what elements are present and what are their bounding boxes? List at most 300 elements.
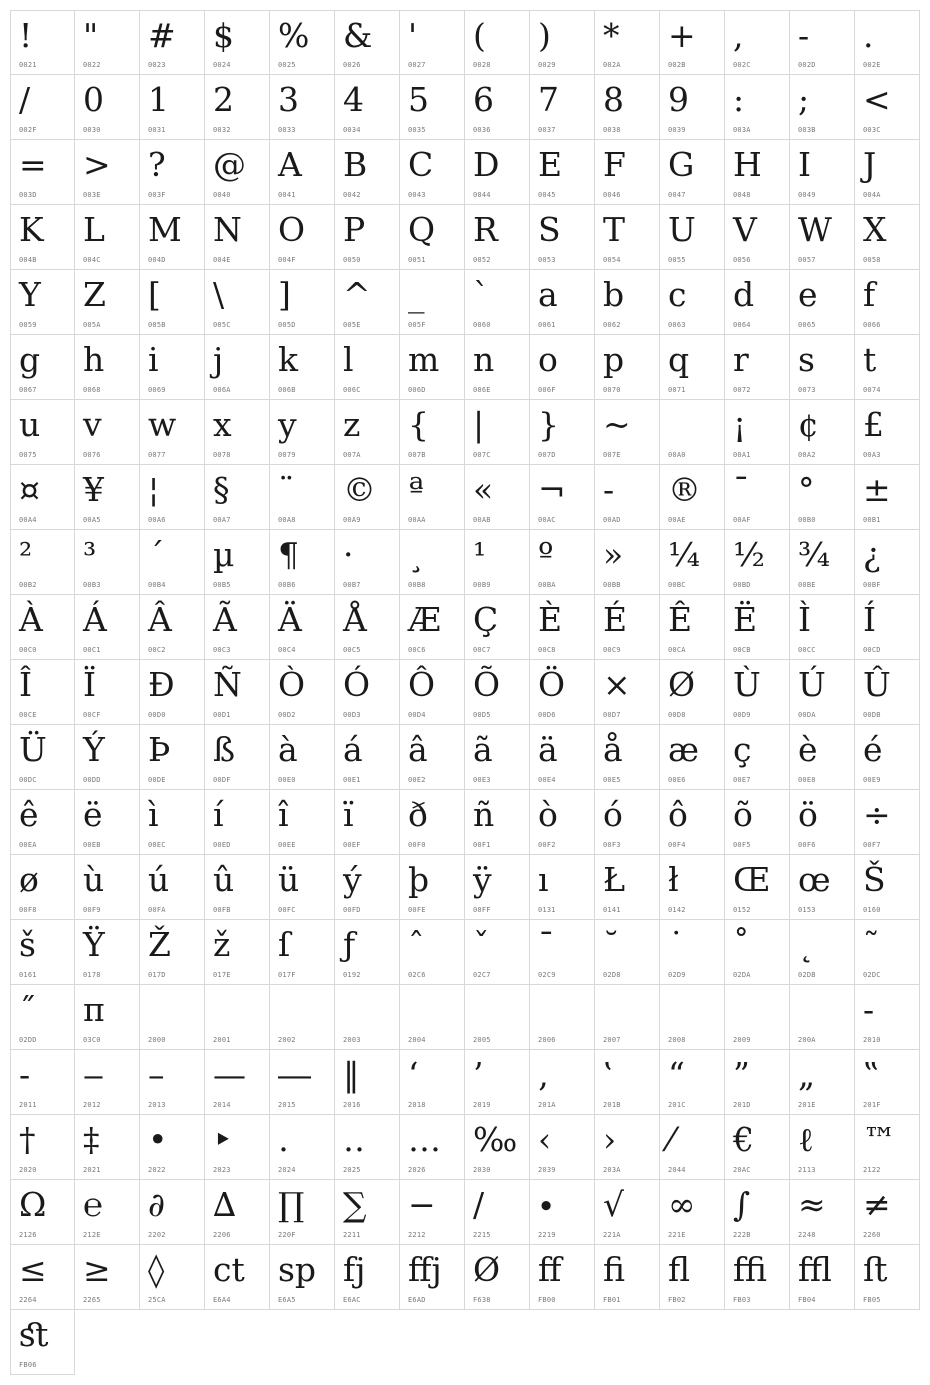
glyph-cell [10,790,75,855]
glyph-char: ƒ [343,925,356,964]
glyph-char: ‘ [408,1055,419,1094]
glyph-char: ‒ [83,1055,104,1094]
glyph-cell [855,920,920,985]
glyph-codepoint: 0068 [83,386,101,394]
glyph-char: = [19,145,47,184]
glyph-codepoint: 2015 [278,1101,296,1109]
glyph-codepoint: 00A4 [19,516,37,524]
glyph-cell [595,920,660,985]
glyph-cell [660,985,725,1050]
glyph-cell [660,920,725,985]
glyph-cell [725,855,790,920]
glyph-cell [725,205,790,270]
glyph-codepoint: FB04 [798,1296,816,1304]
glyph-char: ∂ [148,1185,166,1224]
glyph-cell [660,660,725,725]
glyph-codepoint: 002A [603,61,621,69]
glyph-char: 5 [408,80,429,119]
glyph-cell [530,725,595,790]
glyph-char: 9 [668,80,689,119]
glyph-char: ∞ [668,1185,696,1224]
glyph-cell [205,465,270,530]
glyph-cell [725,1115,790,1180]
glyph-cell [270,335,335,400]
glyph-char: 2 [213,80,234,119]
glyph-cell [530,595,595,660]
glyph-codepoint: 00EA [19,841,37,849]
glyph-cell [530,465,595,530]
glyph-codepoint: 00E8 [798,776,816,784]
glyph-char: ı [538,860,549,899]
glyph-char: ç [733,730,752,769]
glyph-char: « [473,470,494,509]
glyph-codepoint: 0061 [538,321,556,329]
glyph-cell [465,855,530,920]
glyph-char: þ [408,860,430,899]
glyph-char: í [213,795,224,834]
glyph-char: 7 [538,80,559,119]
glyph-codepoint: 2002 [278,1036,296,1044]
glyph-codepoint: 2005 [473,1036,491,1044]
glyph-codepoint: 0048 [733,191,751,199]
glyph-codepoint: 00B7 [343,581,361,589]
glyph-char: W [798,210,832,249]
glyph-cell [855,1050,920,1115]
glyph-char: " [83,16,99,55]
glyph-char: ∫ [733,1185,751,1224]
glyph-cell [465,790,530,855]
glyph-cell [335,270,400,335]
glyph-codepoint: 0192 [343,971,361,979]
glyph-cell [10,1115,75,1180]
glyph-cell [270,790,335,855]
glyph-codepoint: 0026 [343,61,361,69]
glyph-codepoint: 00AF [733,516,751,524]
glyph-cell [270,400,335,465]
glyph-char: ˇ [473,925,490,964]
glyph-char: ≈ [798,1185,826,1224]
glyph-char: ‹ [538,1120,552,1159]
glyph-codepoint: 2039 [538,1166,556,1174]
glyph-char: Ï [83,665,97,704]
glyph-char: ∏ [278,1185,305,1224]
glyph-cell [140,595,205,660]
glyph-codepoint: 2025 [343,1166,361,1174]
glyph-cell [790,790,855,855]
glyph-cell [75,725,140,790]
glyph-cell [725,1245,790,1310]
glyph-codepoint: 2000 [148,1036,166,1044]
glyph-cell [400,660,465,725]
glyph-char: ' [408,16,418,55]
glyph-cell [270,920,335,985]
glyph-cell [725,920,790,985]
glyph-codepoint: 00FC [278,906,296,914]
glyph-cell [140,1245,205,1310]
glyph-char: ł [668,860,679,899]
glyph-char: A [278,145,302,184]
glyph-char: ^ [343,275,371,314]
glyph-codepoint: 006F [538,386,556,394]
glyph-cell [660,465,725,530]
glyph-codepoint: 2026 [408,1166,426,1174]
glyph-char: Y [19,275,41,314]
glyph-char: ˚ [733,925,750,964]
glyph-codepoint: 2008 [668,1036,686,1044]
glyph-cell [335,660,400,725]
glyph-codepoint: 02DD [19,1036,37,1044]
glyph-codepoint: E6A4 [213,1296,231,1304]
glyph-char: ‣ [213,1120,233,1159]
glyph-char: i [148,340,159,379]
glyph-cell [530,985,595,1050]
glyph-codepoint: 2211 [343,1231,361,1239]
glyph-cell [10,465,75,530]
glyph-char: , [733,16,744,55]
glyph-cell [10,335,75,400]
glyph-codepoint: 00E4 [538,776,556,784]
glyph-cell [790,595,855,660]
glyph-codepoint: 005D [278,321,296,329]
glyph-codepoint: 00D4 [408,711,426,719]
glyph-cell [75,1050,140,1115]
glyph-char: — [213,1055,246,1094]
glyph-char: N [213,210,242,249]
glyph-char: ¤ [19,470,40,509]
glyph-cell [10,1310,75,1375]
glyph-cell [660,75,725,140]
glyph-char: ∆ [213,1185,237,1224]
glyph-cell [465,725,530,790]
glyph-cell [400,140,465,205]
glyph-codepoint: 0056 [733,256,751,264]
glyph-cell [400,400,465,465]
glyph-codepoint: 0035 [408,126,426,134]
glyph-codepoint: 00CC [798,646,816,654]
glyph-cell [855,1245,920,1310]
glyph-char: h [83,340,105,379]
glyph-codepoint: 02D8 [603,971,621,979]
glyph-char: „ [798,1055,816,1094]
glyph-codepoint: 00D0 [148,711,166,719]
glyph-char: ô [668,795,688,834]
glyph-codepoint: 00AE [668,516,686,524]
glyph-codepoint: 2022 [148,1166,166,1174]
glyph-cell [140,400,205,465]
glyph-char: ‰ [473,1120,518,1159]
glyph-cell [855,790,920,855]
glyph-codepoint: 004D [148,256,166,264]
glyph-char: à [278,730,298,769]
glyph-char: ~ [603,405,631,444]
glyph-cell [465,10,530,75]
glyph-char: Ò [278,665,306,704]
glyph-char: 3 [278,80,299,119]
glyph-cell [465,1050,530,1115]
glyph-codepoint: 203A [603,1166,621,1174]
glyph-codepoint: 0076 [83,451,101,459]
glyph-cell [400,1245,465,1310]
glyph-codepoint: 221A [603,1231,621,1239]
glyph-codepoint: 00AA [408,516,426,524]
glyph-char: m [408,340,440,379]
glyph-cell [270,270,335,335]
glyph-codepoint: 2265 [83,1296,101,1304]
glyph-char: { [408,405,429,444]
glyph-char: é [863,730,883,769]
glyph-cell [465,985,530,1050]
glyph-char: Å [343,600,367,639]
glyph-char: Z [83,275,106,314]
glyph-cell [725,1180,790,1245]
glyph-char: ‐ [863,990,875,1029]
glyph-cell [725,790,790,855]
glyph-char: ∕ [473,1185,485,1224]
glyph-char: ˉ [538,925,555,964]
glyph-cell [855,335,920,400]
glyph-codepoint: 00DF [213,776,231,784]
glyph-cell [595,855,660,920]
glyph-char: ≤ [19,1250,47,1289]
glyph-codepoint: 2023 [213,1166,231,1174]
glyph-char: ê [19,795,39,834]
glyph-char: R [473,210,498,249]
glyph-cell [530,75,595,140]
glyph-cell [270,1050,335,1115]
glyph-cell [205,595,270,660]
glyph-cell [335,790,400,855]
glyph-cell [270,1115,335,1180]
glyph-cell [335,465,400,530]
glyph-cell [205,205,270,270]
glyph-cell [140,1115,205,1180]
glyph-cell [335,1050,400,1115]
glyph-codepoint: 2009 [733,1036,751,1044]
glyph-cell [140,985,205,1050]
glyph-char: > [83,145,111,184]
glyph-char: æ [668,730,700,769]
glyph-cell [790,530,855,595]
glyph-char: ³ [83,535,97,574]
glyph-cell [270,985,335,1050]
glyph-char: Æ [408,600,442,639]
glyph-codepoint: 2013 [148,1101,166,1109]
glyph-char: ã [473,730,493,769]
glyph-cell [855,400,920,465]
glyph-cell [335,985,400,1050]
glyph-cell [10,270,75,335]
glyph-char: É [603,600,628,639]
glyph-codepoint: 201B [603,1101,621,1109]
glyph-char: ˜ [863,925,880,964]
glyph-char: £ [863,405,884,444]
glyph-char: ․ [278,1120,290,1159]
glyph-codepoint: 00F4 [668,841,686,849]
glyph-codepoint: 00C2 [148,646,166,654]
glyph-codepoint: 00F7 [863,841,881,849]
glyph-codepoint: 2006 [538,1036,556,1044]
glyph-char: sp [278,1250,317,1289]
glyph-cell [660,725,725,790]
glyph-cell [790,920,855,985]
glyph-char: J [863,145,877,184]
glyph-codepoint: 00D2 [278,711,296,719]
glyph-cell [790,270,855,335]
glyph-char: Ê [668,600,693,639]
glyph-char: ½ [733,535,765,574]
glyph-codepoint: 0050 [343,256,361,264]
glyph-codepoint: 0073 [798,386,816,394]
glyph-codepoint: E6AD [408,1296,426,1304]
glyph-cell [660,1245,725,1310]
glyph-cell [205,270,270,335]
glyph-codepoint: 0029 [538,61,556,69]
glyph-char: á [343,730,363,769]
glyph-codepoint: 2003 [343,1036,361,1044]
glyph-codepoint: 0044 [473,191,491,199]
glyph-cell [335,1180,400,1245]
glyph-cell [595,75,660,140]
glyph-char: Š [863,860,886,899]
glyph-char: · [343,535,354,574]
glyph-cell [595,660,660,725]
glyph-char: k [278,340,298,379]
glyph-cell [530,270,595,335]
glyph-codepoint: 0045 [538,191,556,199]
glyph-codepoint: 201D [733,1101,751,1109]
glyph-codepoint: 004E [213,256,231,264]
glyph-char: 4 [343,80,364,119]
glyph-codepoint: 00BE [798,581,816,589]
glyph-codepoint: 003E [83,191,101,199]
glyph-cell [660,1050,725,1115]
glyph-cell [205,335,270,400]
glyph-cell [10,855,75,920]
glyph-cell [400,790,465,855]
glyph-char: ™ [863,1120,896,1159]
glyph-codepoint: 2122 [863,1166,881,1174]
glyph-codepoint: 00CB [733,646,751,654]
glyph-char: ¥ [83,470,104,509]
glyph-cell [10,140,75,205]
glyph-char: | [473,405,485,444]
glyph-char: x [213,405,232,444]
glyph-cell [270,660,335,725]
glyph-char: b [603,275,625,314]
glyph-cell [660,400,725,465]
glyph-codepoint: 0040 [213,191,231,199]
glyph-cell [465,595,530,660]
glyph-char: Î [19,665,33,704]
glyph-cell [530,790,595,855]
glyph-codepoint: 004C [83,256,101,264]
glyph-cell [400,1115,465,1180]
glyph-char: ¦ [148,470,160,509]
glyph-cell [140,530,205,595]
glyph-codepoint: 0071 [668,386,686,394]
glyph-cell [855,595,920,660]
glyph-char: ï [343,795,354,834]
glyph-cell [10,75,75,140]
glyph-cell [10,205,75,270]
glyph-char: # [148,16,176,55]
glyph-cell [725,660,790,725]
glyph-char: ¬ [538,470,566,509]
glyph-char: l [343,340,354,379]
glyph-char: ð [408,795,428,834]
glyph-codepoint: 00C5 [343,646,361,654]
glyph-codepoint: 00C4 [278,646,296,654]
glyph-cell [530,855,595,920]
glyph-char: Ω [19,1185,47,1224]
glyph-codepoint: 00E7 [733,776,751,784]
glyph-codepoint: 02C9 [538,971,556,979]
glyph-char: H [733,145,762,184]
glyph-codepoint: 200A [798,1036,816,1044]
glyph-char: z [343,405,361,444]
glyph-char: ) [538,16,551,55]
glyph-char: µ [213,535,235,574]
glyph-cell [400,1050,465,1115]
glyph-char: 8 [603,80,624,119]
glyph-cell [725,1050,790,1115]
glyph-codepoint: 0067 [19,386,37,394]
glyph-codepoint: 220F [278,1231,296,1239]
glyph-codepoint: 00B3 [83,581,101,589]
glyph-char: Ÿ [83,925,105,964]
glyph-codepoint: 0062 [603,321,621,329]
glyph-char: u [19,405,41,444]
glyph-cell [790,855,855,920]
glyph-char: ú [148,860,170,899]
glyph-cell [725,335,790,400]
glyph-codepoint: 0059 [19,321,37,329]
glyph-codepoint: 0046 [603,191,621,199]
glyph-codepoint: 00DD [83,776,101,784]
glyph-cell [10,400,75,465]
glyph-char: ― [278,1055,311,1094]
glyph-cell [270,465,335,530]
glyph-cell [10,660,75,725]
glyph-cell [725,75,790,140]
glyph-char: î [278,795,289,834]
glyph-cell [855,1115,920,1180]
glyph-codepoint: 0036 [473,126,491,134]
glyph-codepoint: 005E [343,321,361,329]
glyph-codepoint: 00BD [733,581,751,589]
glyph-cell [400,855,465,920]
glyph-cell [335,530,400,595]
glyph-codepoint: 00A6 [148,516,166,524]
glyph-cell [660,530,725,595]
glyph-codepoint: 002F [19,126,37,134]
glyph-cell [335,855,400,920]
glyph-char: V [733,210,757,249]
glyph-cell [595,140,660,205]
glyph-cell [75,1245,140,1310]
glyph-cell [595,335,660,400]
glyph-char: ℮ [83,1185,103,1224]
glyph-char: ? [148,145,166,184]
glyph-codepoint: 00F0 [408,841,426,849]
glyph-char: B [343,145,368,184]
glyph-cell [75,530,140,595]
glyph-codepoint: 00CA [668,646,686,654]
glyph-codepoint: 0075 [19,451,37,459]
glyph-codepoint: 00EB [83,841,101,849]
glyph-cell [75,465,140,530]
glyph-char: % [278,16,310,55]
